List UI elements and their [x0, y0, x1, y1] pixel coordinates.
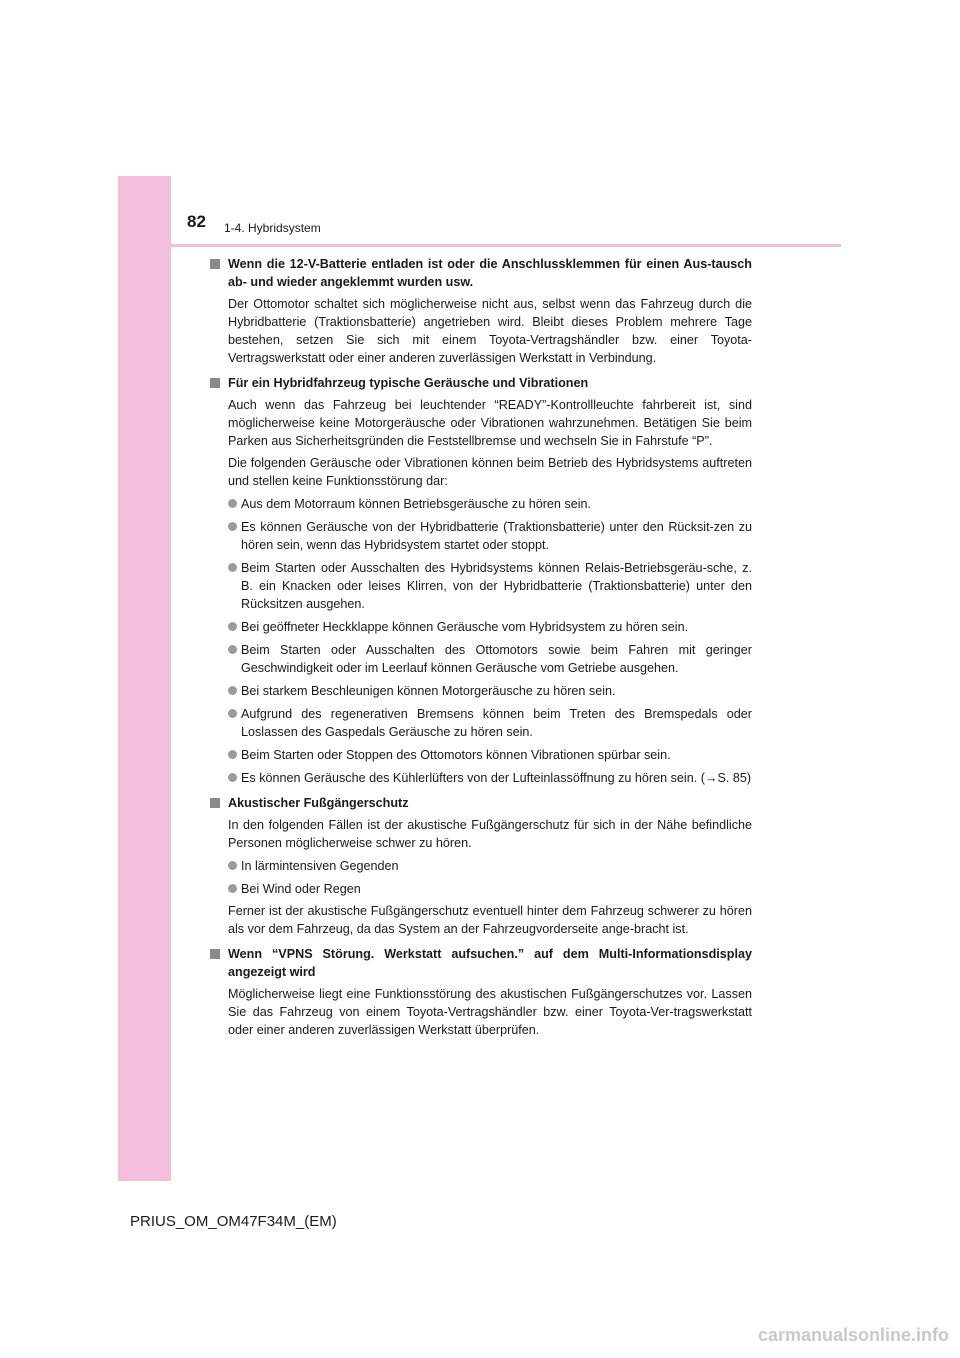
- header-divider: [171, 244, 841, 247]
- round-bullet-icon: [228, 499, 237, 508]
- paragraph: Der Ottomotor schaltet sich möglicherweise nicht aus, selbst wenn das Fahrzeug durch die Hybridbatterie (Traktionsbatterie) angetrieben wird. Bleibt dieses Problem mehrere Tage bestehen, setzen Sie sich mit einem Toyota-Vertragshändler bzw. einer Toyota-Vertragswerkstatt oder einer anderen zuverlässigen Werkstatt in Verbindung.: [228, 297, 752, 365]
- round-bullet-icon: [228, 645, 237, 654]
- section-vpns-message: [210, 945, 752, 1039]
- list-item: In lärmintensiven Gegenden: [228, 857, 752, 875]
- section-title: 1-4. Hybridsystem: [224, 221, 321, 235]
- square-bullet-icon: [210, 798, 220, 808]
- section-heading: Wenn die 12-V-Batterie entladen ist oder die Anschlussklemmen für einen Aus-tausch ab- und wieder angeklemmt wurden usw.: [228, 257, 752, 289]
- list-item: Beim Starten oder Ausschalten des Hybridsystems können Relais-Betriebsgeräu-sche, z. B. ein Knacken oder leises Klirren, von der Hybridbatterie (Traktionsbatterie) unter den Rücksitzen ausgehen.: [228, 559, 752, 613]
- round-bullet-icon: [228, 522, 237, 531]
- page-number: 82: [187, 212, 206, 231]
- page-content: [210, 255, 752, 1046]
- section-noises: [210, 374, 752, 787]
- section-pedestrian-warning: [210, 794, 752, 938]
- round-bullet-icon: [228, 750, 237, 759]
- round-bullet-icon: [228, 861, 237, 870]
- paragraph: Die folgenden Geräusche oder Vibrationen können beim Betrieb des Hybridsystems auftreten und stellen keine Funktionsstörung dar:: [228, 456, 752, 488]
- square-bullet-icon: [210, 378, 220, 388]
- list-item: Aus dem Motorraum können Betriebsgeräusche zu hören sein.: [228, 495, 752, 513]
- section-heading: Wenn “VPNS Störung. Werkstatt aufsuchen.” auf dem Multi-Informationsdisplay angezeigt wird: [228, 947, 752, 979]
- section-battery: [210, 255, 752, 367]
- document-code: PRIUS_OM_OM47F34M_(EM): [130, 1213, 337, 1230]
- round-bullet-icon: [228, 709, 237, 718]
- round-bullet-icon: [228, 563, 237, 572]
- paragraph: Möglicherweise liegt eine Funktionsstörung des akustischen Fußgängerschutzes vor. Lassen Sie das Fahrzeug von einem Toyota-Vertragshändler bzw. einer Toyota-Ver-tragswerkstatt oder einer anderen zuverlässigen Werkstatt überprüfen.: [228, 987, 752, 1037]
- square-bullet-icon: [210, 259, 220, 269]
- paragraph: Auch wenn das Fahrzeug bei leuchtender “READY”-Kontrollleuchte fahrbereit ist, sind möglicherweise keine Motorgeräusche oder Vibrationen wahrzunehmen. Betätigen Sie beim Parken aus Sicherheitsgründen die Feststellbremse und wechseln Sie in Fahrstufe “P”.: [228, 398, 752, 448]
- square-bullet-icon: [210, 949, 220, 959]
- list-item: Beim Starten oder Stoppen des Ottomotors können Vibrationen spürbar sein.: [228, 746, 752, 764]
- list-item: Bei Wind oder Regen: [228, 880, 752, 898]
- section-heading: Für ein Hybridfahrzeug typische Geräusche und Vibrationen: [228, 376, 589, 390]
- watermark: carmanualsonline.info: [758, 1325, 950, 1345]
- chapter-tab-bar: [118, 176, 171, 1181]
- list-item: Bei geöffneter Heckklappe können Geräusche vom Hybridsystem zu hören sein.: [228, 618, 752, 636]
- round-bullet-icon: [228, 773, 237, 782]
- list-item: Bei starkem Beschleunigen können Motorgeräusche zu hören sein.: [228, 682, 752, 700]
- round-bullet-icon: [228, 686, 237, 695]
- paragraph: Ferner ist der akustische Fußgängerschutz eventuell hinter dem Fahrzeug schwerer zu hören als vor dem Fahrzeug, da das System an der Fahrzeugvorderseite ange-bracht ist.: [228, 904, 752, 936]
- list-item: Es können Geräusche von der Hybridbatterie (Traktionsbatterie) unter den Rücksit-zen zu hören sein, wenn das Hybridsystem startet oder stoppt.: [228, 518, 752, 554]
- list-item: Aufgrund des regenerativen Bremsens können beim Treten des Bremspedals oder Loslassen des Gaspedals Geräusche zu hören sein.: [228, 705, 752, 741]
- list-item: Es können Geräusche des Kühlerlüfters von der Lufteinlassöffnung zu hören sein. (→S. 85): [228, 769, 752, 787]
- paragraph: In den folgenden Fällen ist der akustische Fußgängerschutz für sich in der Nähe befindliche Personen möglicherweise schwer zu hören.: [228, 818, 752, 850]
- list-item: Beim Starten oder Ausschalten des Ottomotors sowie beim Fahren mit geringer Geschwindigkeit oder im Leerlauf können Geräusche vom Getriebe ausgehen.: [228, 641, 752, 677]
- round-bullet-icon: [228, 884, 237, 893]
- section-heading: Akustischer Fußgängerschutz: [228, 796, 409, 810]
- round-bullet-icon: [228, 622, 237, 631]
